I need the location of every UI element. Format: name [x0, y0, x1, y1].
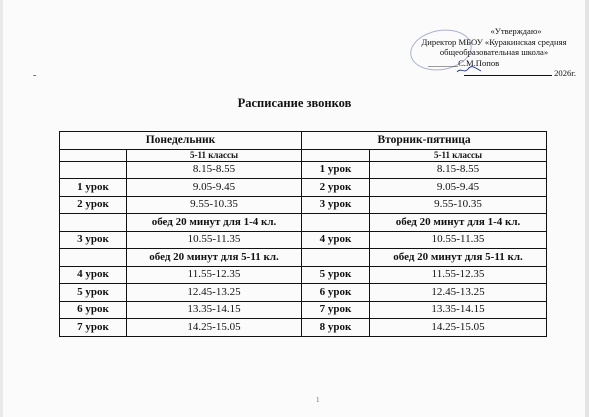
tuesday-friday-lesson-label: 4 урок [302, 231, 370, 249]
tuesday-friday-lesson-label: 8 урок [302, 319, 370, 337]
lunch-row [60, 214, 547, 232]
approval-heading: «Утверждаю» [490, 26, 542, 36]
date-blank [464, 75, 552, 76]
monday-time: 14.25-15.05 [127, 319, 302, 337]
page-number: 1 [316, 396, 320, 404]
tuesday-friday-time: 8.15-8.55 [370, 161, 547, 179]
approval-year: 2026г. [554, 68, 576, 78]
page-edge-left [0, 0, 3, 417]
tuesday-friday-time: 10.55-11.35 [370, 231, 547, 249]
tuesday-friday-lesson-label [302, 214, 370, 232]
tuesday-friday-lesson-label: 2 урок [302, 179, 370, 197]
table-row [60, 266, 547, 284]
monday-lesson-label [60, 161, 127, 179]
table-header-row [60, 132, 547, 150]
monday-time: 12.45-13.25 [127, 284, 302, 302]
tuesday-friday-time: 12.45-13.25 [370, 284, 547, 302]
monday-lesson-label: 1 урок [60, 179, 127, 197]
monday-lesson-label [60, 249, 127, 267]
monday-lesson-label: 2 урок [60, 196, 127, 214]
tuesday-friday-time: 13.35-14.15 [370, 301, 547, 319]
margin-mark: - [33, 70, 37, 81]
tuesday-friday-lesson-label: 3 урок [302, 196, 370, 214]
director-name: С.М.Попов [458, 57, 500, 68]
monday-lesson-label: 4 урок [60, 266, 127, 284]
tuesday-friday-time: обед 20 минут для 5-11 кл. [370, 249, 547, 267]
monday-time: 9.05-9.45 [127, 179, 302, 197]
tuesday-friday-time: обед 20 минут для 1-4 кл. [370, 214, 547, 232]
page-edge-right [585, 0, 589, 417]
table-row [60, 231, 547, 249]
header-tuesday-friday: Вторник-пятница [302, 132, 547, 150]
tuesday-friday-lesson-label [302, 249, 370, 267]
approval-block [404, 26, 584, 79]
monday-time: 9.55-10.35 [127, 196, 302, 214]
table-row [60, 179, 547, 197]
monday-time: 8.15-8.55 [127, 161, 302, 179]
monday-lesson-label: 7 урок [60, 319, 127, 337]
monday-lesson-label: 5 урок [60, 284, 127, 302]
approval-signature-line: _______С.М.Попов [428, 57, 500, 68]
tuesday-friday-lesson-label: 1 урок [302, 161, 370, 179]
monday-time: 11.55-12.35 [127, 266, 302, 284]
table-row [60, 161, 547, 179]
approval-school: общеобразовательная школа» [439, 47, 549, 57]
lunch-row [60, 249, 547, 267]
subheader-monday-classes: 5-11 классы [127, 149, 302, 161]
tuesday-friday-time: 9.05-9.45 [370, 179, 547, 197]
header-monday: Понедельник [60, 132, 302, 150]
monday-lesson-label: 3 урок [60, 231, 127, 249]
monday-lesson-label [60, 214, 127, 232]
monday-time: обед 20 минут для 1-4 кл. [127, 214, 302, 232]
tuesday-friday-time: 9.55-10.35 [370, 196, 547, 214]
subheader-blank [302, 149, 370, 161]
table-row [60, 284, 547, 302]
monday-lesson-label: 6 урок [60, 301, 127, 319]
tuesday-friday-time: 14.25-15.05 [370, 319, 547, 337]
approval-date-line [404, 68, 584, 79]
approval-position: Директор МБОУ «Куракинская средняя [421, 36, 567, 47]
subheader-tf-classes: 5-11 классы [370, 149, 547, 161]
table-row [60, 301, 547, 319]
page-title: Расписание звонков [237, 96, 352, 110]
bell-schedule-table [59, 131, 547, 337]
monday-time: 10.55-11.35 [127, 231, 302, 249]
monday-time: 13.35-14.15 [127, 301, 302, 319]
table-subheader-row [60, 149, 547, 161]
tuesday-friday-time: 11.55-12.35 [370, 266, 547, 284]
table-row [60, 196, 547, 214]
subheader-blank [60, 149, 127, 161]
monday-time: обед 20 минут для 5-11 кл. [127, 249, 302, 267]
table-row [60, 319, 547, 337]
tuesday-friday-lesson-label: 7 урок [302, 301, 370, 319]
tuesday-friday-lesson-label: 6 урок [302, 284, 370, 302]
tuesday-friday-lesson-label: 5 урок [302, 266, 370, 284]
